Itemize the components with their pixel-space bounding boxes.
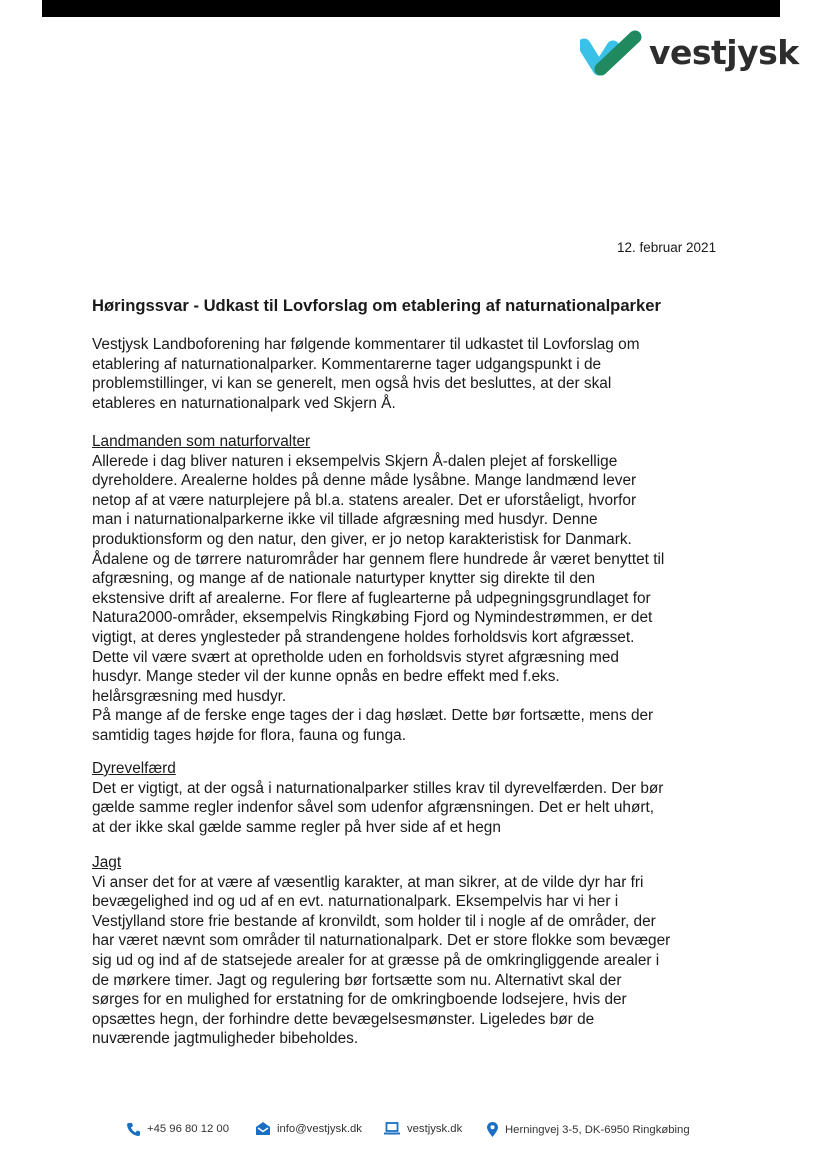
text-line: opsættes hegn, der forhindre dette bevægelsesmønster. Ligeledes bør de (92, 1010, 595, 1028)
letter-footer (0, 1122, 826, 1142)
logo-text: vestjysk (649, 33, 799, 72)
text-line: ekstensive drift af arealerne. For flere af fuglearterne på udpegningsgrundlaget for (92, 589, 651, 607)
text-line: sig ud og ind af de statsejede arealer for at græsse på de omkringliggende arealer i (92, 951, 660, 969)
vestjysk-logo (580, 27, 799, 79)
section-jagt (92, 853, 670, 1049)
text-line: samtidig tages højde for flora, fauna og funga. (92, 726, 406, 744)
text-line: sørges for en mulighed for erstatning for de omkringboende lodsejere, hvis der (92, 991, 627, 1009)
section-landmanden (92, 432, 664, 746)
document-title: Høringssvar - Udkast til Lovforslag om etablering af naturnationalparker (92, 296, 661, 315)
footer-email (256, 1122, 362, 1135)
text-line: Vestjylland store frie bestande af kronvildt, som holder til i nogle af de områder, der (92, 912, 656, 930)
section-heading: Landmanden som naturforvalter (92, 433, 311, 450)
text-line: de mørkere timer. Jagt og regulering bør fortsætte som nu. Alternativt skal der (92, 971, 622, 989)
phone-icon (127, 1122, 140, 1136)
footer-web (384, 1122, 462, 1135)
text-line: har været nævnt som områder til naturnationalpark. Det er store flokke som bevæger (92, 932, 671, 950)
mail-icon (256, 1122, 270, 1135)
text-line: afgræsning, og mange af de nationale naturtyper knytter sig direkte til den (92, 570, 596, 588)
text-line: husdyr. Mange steder vil der kunne opnås en bedre effekt med f.eks. (92, 668, 560, 686)
location-pin-icon (487, 1122, 498, 1137)
text-line: at der ikke skal gælde samme regler på hver side af et hegn (92, 818, 501, 836)
text-line: produktionsform og den natur, den giver, er jo netop karakteristisk for Danmark. (92, 530, 632, 548)
text-line: vigtigt, at deres ynglesteder på strandengene holdes forholdsvis kort afgræsset. (92, 628, 635, 646)
text-line: etablering af naturnationalparker. Kommentarerne tager udgangspunkt i de (92, 355, 602, 373)
website-link[interactable]: vestjysk.dk (407, 1122, 463, 1135)
section-dyrevelfaerd (92, 759, 663, 837)
text-line: Vestjysk Landboforening har følgende kommentarer til udkastet til Lovforslag om (92, 336, 640, 353)
footer-address (487, 1122, 690, 1137)
text-line: Det er vigtigt, at der også i naturnationalparker stilles krav til dyrevelfærden. Der bør (92, 779, 664, 797)
logo-mark-icon (580, 27, 646, 79)
text-line: man i naturnationalparkerne ikke vil tillade afgræsning med husdyr. Denne (92, 511, 598, 529)
text-line: problemstillinger, vi kan se generelt, men også hvis det besluttes, at der skal (92, 375, 612, 393)
text-line: Vi anser det for at være af væsentlig karakter, at man sikrer, at de vilde dyr har fri (92, 873, 644, 891)
laptop-icon (384, 1122, 400, 1135)
section-heading: Dyrevelfærd (92, 760, 176, 777)
postal-address: Herningvej 3-5, DK-6950 Ringkøbing (505, 1123, 690, 1136)
text-line: Allerede i dag bliver naturen i eksempelvis Skjern Å-dalen plejet af forskellige (92, 452, 618, 470)
text-line: gælde samme regler indenfor såvel som udenfor afgrænsningen. Det er helt uhørt, (92, 799, 655, 817)
text-line: netop af at være naturplejere på bl.a. statens arealer. Det er uforståeligt, hvorfor (92, 491, 637, 509)
letter-date: 12. februar 2021 (617, 240, 717, 255)
text-line: Natura2000-områder, eksempelvis Ringkøbing Fjord og Nymindestrømmen, er det (92, 609, 653, 627)
text-line: helårsgræsning med husdyr. (92, 687, 287, 705)
email-address[interactable]: info@vestjysk.dk (277, 1122, 362, 1135)
text-line: Dette vil være svært at opretholde uden en forholdsvis styret afgræsning med (92, 648, 619, 666)
text-line: Ådalene og de tørrere naturområder har gennem flere hundrede år været benyttet til (92, 550, 665, 568)
section-heading: Jagt (92, 854, 122, 871)
intro-paragraph (92, 335, 640, 413)
footer-phone (127, 1122, 229, 1136)
text-line: bevægelighed ind og ud af en evt. naturnationalpark. Eksempelvis har vi her i (92, 893, 619, 911)
phone-number[interactable]: +45 96 80 12 00 (147, 1123, 229, 1135)
text-line: nuværende jagtmuligheder bibeholdes. (92, 1030, 359, 1048)
text-line: På mange af de ferske enge tages der i dag høslæt. Dette bør fortsætte, mens der (92, 707, 654, 725)
text-line: etableres en naturnationalpark ved Skjern Å. (92, 394, 396, 412)
text-line: dyreholdere. Arealerne holdes på denne måde lysåbne. Mange landmænd lever (92, 472, 637, 490)
top-black-bar (42, 0, 780, 17)
